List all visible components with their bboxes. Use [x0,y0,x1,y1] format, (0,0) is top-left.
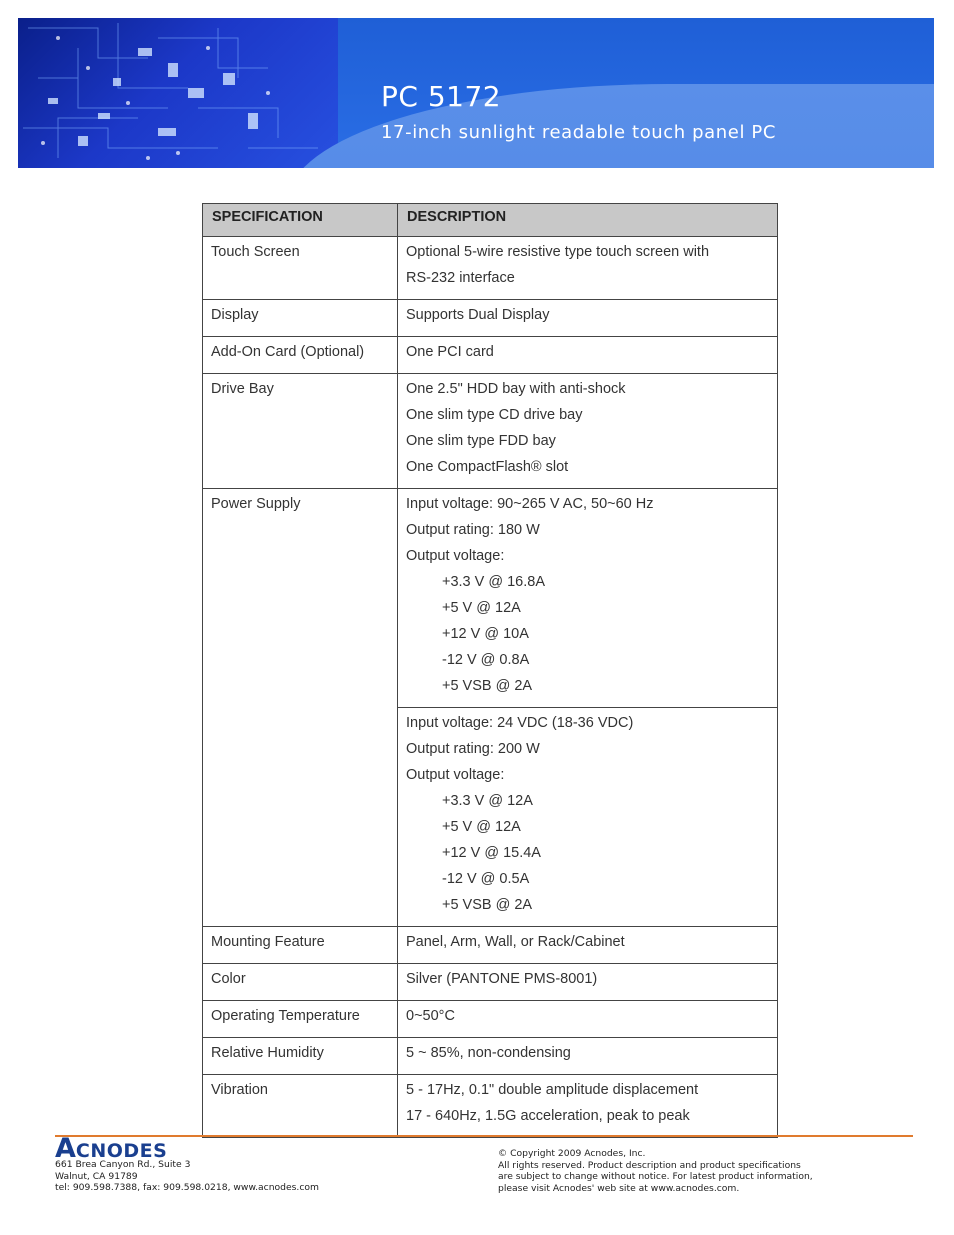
spec-description-dc [398,708,778,927]
legal-line: are subject to change without notice. For latest product information, [498,1171,813,1182]
spec-description-ac [398,489,778,708]
header-description: DESCRIPTION [398,204,778,237]
desc-line: Silver (PANTONE PMS-8001) [406,971,598,987]
desc-line: One slim type CD drive bay [406,407,583,423]
address-line: Walnut, CA 91789 [55,1170,138,1182]
table-row [203,337,778,374]
table-row [203,1075,778,1138]
table-row [203,489,778,708]
spec-description [398,300,778,337]
legal-line: All rights reserved. Product description and product specifications [498,1159,801,1171]
page-title: PC 5172 [381,80,502,113]
spec-label-text: Add-On Card (Optional) [211,344,365,360]
table-row [203,1038,778,1075]
spec-description [398,337,778,374]
circuit-board-image [18,18,338,168]
rail-line: +5 VSB @ 2A [442,678,533,694]
spec-label [203,489,398,927]
table-row [203,237,778,300]
spec-description [398,374,778,489]
spec-description [398,237,778,300]
page-subtitle: 17-inch sunlight readable touch panel PC [381,122,777,143]
table-row [203,927,778,964]
desc-line: Input voltage: 90~265 V AC, 50~60 Hz [406,496,654,512]
rail-line: +5 V @ 12A [442,819,521,835]
spec-label-text: Relative Humidity [211,1045,324,1061]
desc-line: One PCI card [406,344,494,360]
spec-label [203,927,398,964]
logo-rest: CNODES [75,1140,168,1162]
desc-line: One slim type FDD bay [406,433,556,449]
spec-description [398,927,778,964]
spec-label-text: Mounting Feature [211,934,325,950]
spec-label-text: Drive Bay [211,381,274,397]
copyright-line: © Copyright 2009 Acnodes, Inc. [498,1148,646,1159]
rail-line: +3.3 V @ 16.8A [442,574,545,590]
table-header-row [203,204,778,237]
desc-line: Output rating: 200 W [406,741,540,757]
header-specification: SPECIFICATION [203,204,398,237]
spec-description [398,1075,778,1138]
desc-line: One 2.5" HDD bay with anti-shock [406,381,626,397]
contact-line: tel: 909.598.7388, fax: 909.598.0218, www.acnodes.com [55,1182,319,1193]
desc-line: Output voltage: [406,767,505,783]
logo-initial: A [55,1133,76,1164]
table-row [203,964,778,1001]
spec-description [398,1001,778,1038]
spec-label-text: Display [211,307,259,323]
rail-line: +3.3 V @ 12A [442,793,533,809]
rail-line: -12 V @ 0.5A [442,871,530,887]
spec-label [203,300,398,337]
spec-label [203,374,398,489]
address-line: 661 Brea Canyon Rd., Suite 3 [55,1159,191,1170]
spec-table [202,203,778,1138]
rail-line: -12 V @ 0.8A [442,652,530,668]
desc-line: Optional 5-wire resistive type touch screen with [406,244,710,260]
table-row [203,374,778,489]
desc-line: 5 ~ 85%, non-condensing [406,1045,571,1061]
desc-line: Output rating: 180 W [406,522,540,538]
spec-label-text: Operating Temperature [211,1008,360,1024]
spec-label-text: Vibration [211,1082,268,1098]
desc-line: Supports Dual Display [406,307,550,323]
desc-line: One CompactFlash® slot [406,459,569,475]
spec-label-text: Color [211,971,246,987]
desc-line: Panel, Arm, Wall, or Rack/Cabinet [406,934,625,950]
footer-legal [498,1148,860,1194]
desc-line: Output voltage: [406,548,505,564]
footer-address [55,1159,319,1194]
spec-label [203,337,398,374]
spec-label [203,1001,398,1038]
spec-label [203,237,398,300]
desc-line: 5 - 17Hz, 0.1" double amplitude displacement [406,1082,699,1098]
spec-label [203,1075,398,1138]
desc-line: RS-232 interface [406,270,515,286]
table-row [203,300,778,337]
spec-label-text: Touch Screen [211,244,300,260]
rail-line: +5 VSB @ 2A [442,897,533,913]
spec-label [203,964,398,1001]
rail-line: +5 V @ 12A [442,600,521,616]
rail-line: +12 V @ 10A [442,626,529,642]
table-row [203,1001,778,1038]
legal-line: please visit Acnodes' web site at www.acnodes.com. [498,1182,740,1194]
desc-line: Input voltage: 24 VDC (18-36 VDC) [406,715,634,731]
desc-line: 17 - 640Hz, 1.5G acceleration, peak to peak [406,1108,690,1124]
rail-line: +12 V @ 15.4A [442,845,541,861]
spec-label-text: Power Supply [211,496,301,512]
spec-description [398,964,778,1001]
spec-label [203,1038,398,1075]
desc-line: 0~50°C [406,1008,455,1024]
spec-description [398,1038,778,1075]
